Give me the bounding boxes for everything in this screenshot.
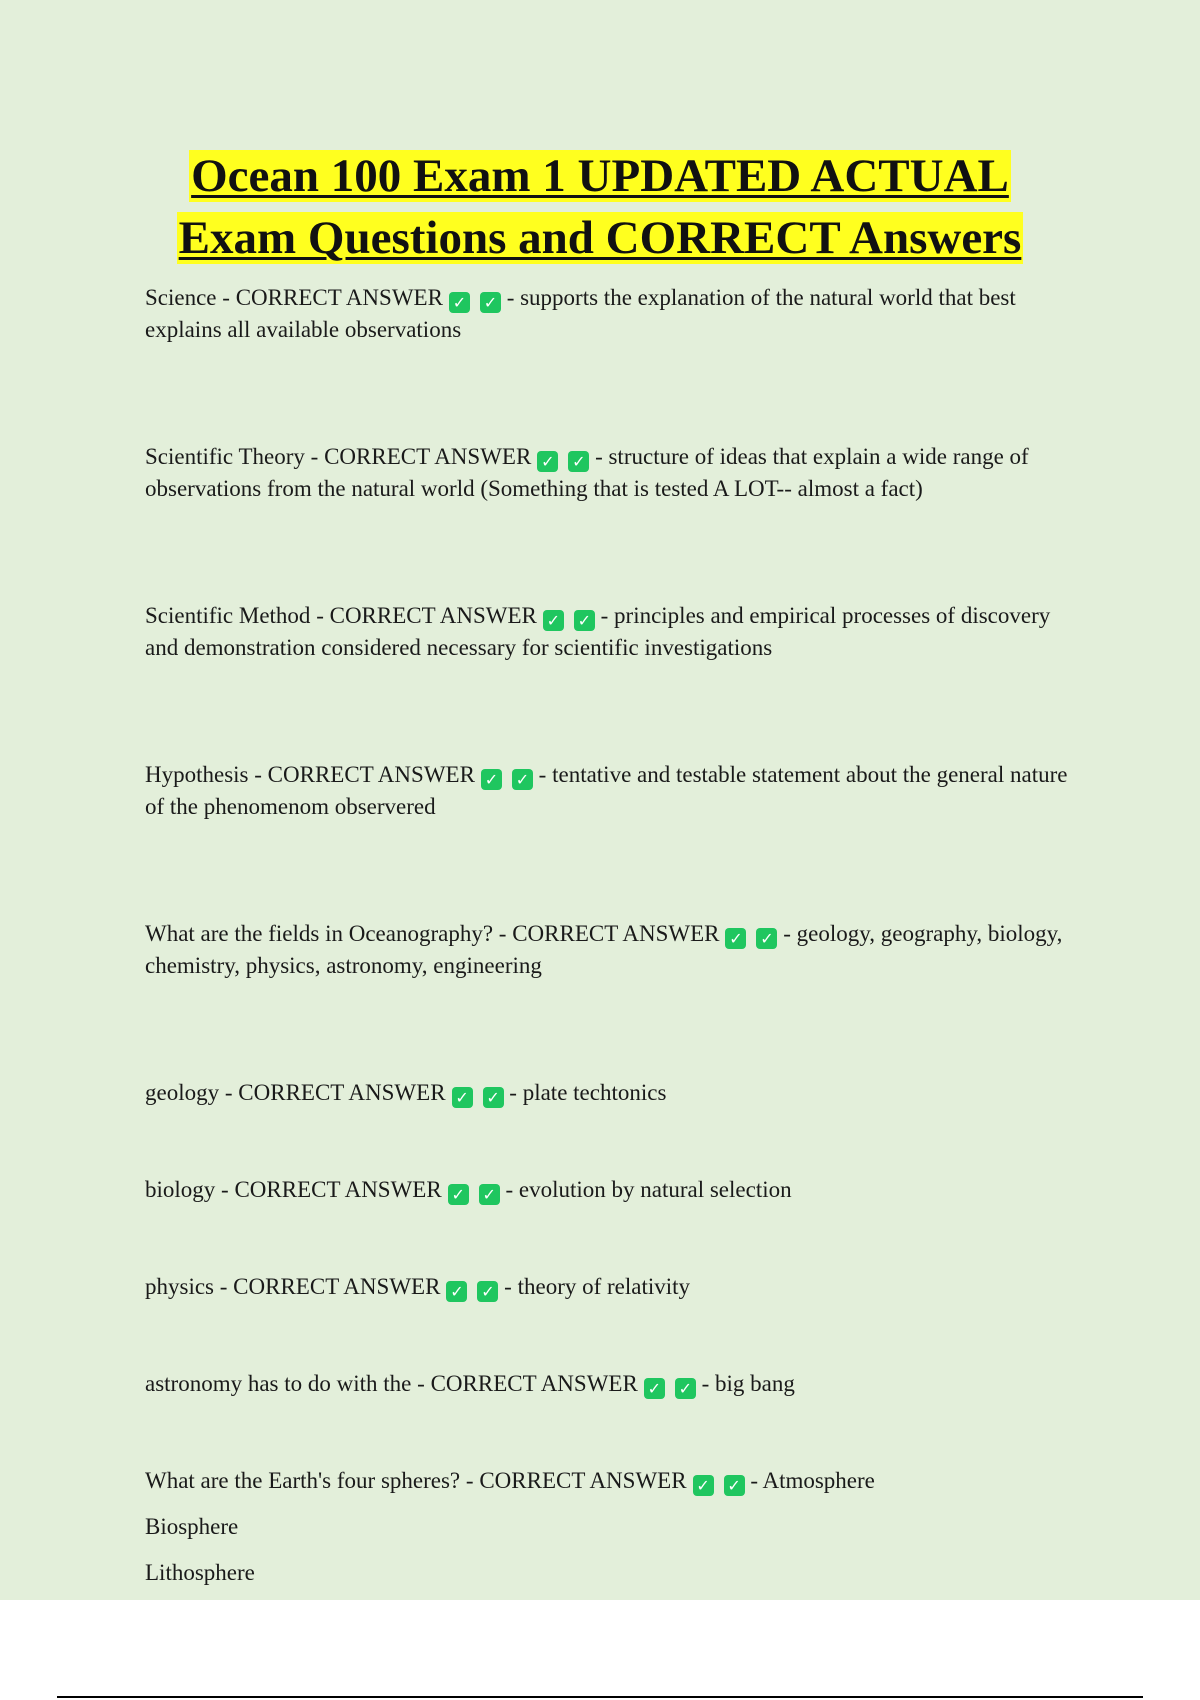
- qa-separator: -: [248, 762, 268, 787]
- qa-answer: geology, geography, biology, chemistry, physics, astronomy, engineering: [145, 921, 1063, 978]
- correct-answer-label: CORRECT ANSWER: [324, 444, 532, 469]
- check-mark-icon: ✓: [574, 610, 595, 631]
- qa-separator: -: [532, 762, 553, 787]
- check-mark-icon: ✓: [480, 292, 501, 313]
- qa-term: Scientific Theory: [145, 444, 305, 469]
- qa-term: Hypothesis: [145, 762, 249, 787]
- qa-answer: evolution by natural selection: [518, 1177, 792, 1202]
- qa-answer: big bang: [714, 1371, 795, 1396]
- qa-term: Scientific Method: [145, 603, 311, 628]
- document-title: [0, 145, 1200, 269]
- correct-answer-label: CORRECT ANSWER: [512, 921, 720, 946]
- qa-list: [145, 282, 1085, 1589]
- qa-term: biology: [145, 1177, 216, 1202]
- qa-item: [145, 918, 1085, 982]
- qa-separator: -: [460, 1468, 480, 1493]
- qa-separator: -: [695, 1371, 715, 1396]
- qa-term: What are the Earth's four spheres?: [145, 1468, 461, 1493]
- correct-answer-label: CORRECT ANSWER: [329, 603, 537, 628]
- check-mark-icon: ✓: [449, 292, 470, 313]
- qa-separator: -: [499, 1177, 519, 1202]
- qa-term: astronomy has to do with the: [145, 1371, 412, 1396]
- qa-answer-extra-line: Biosphere: [145, 1514, 239, 1539]
- qa-answer: supports the explanation of the natural world that best explains all available observations: [145, 285, 1016, 342]
- qa-item: [145, 1465, 1085, 1589]
- correct-answer-label: CORRECT ANSWER: [235, 285, 443, 310]
- qa-separator: -: [744, 1468, 763, 1493]
- correct-answer-label: CORRECT ANSWER: [267, 762, 475, 787]
- check-mark-icon: ✓: [477, 1281, 498, 1302]
- qa-separator: -: [498, 1274, 518, 1299]
- qa-answer: structure of ideas that explain a wide range of observations from the natural world (Something that is tested A LOT-- almost a fact): [145, 444, 1029, 501]
- correct-answer-label: CORRECT ANSWER: [234, 1177, 442, 1202]
- qa-answer: principles and empirical processes of discovery and demonstration considered necessary for scientific investigations: [145, 603, 1051, 660]
- qa-item: [145, 1077, 1085, 1109]
- check-mark-icon: ✓: [675, 1378, 696, 1399]
- correct-answer-label: CORRECT ANSWER: [233, 1274, 441, 1299]
- qa-item: [145, 1174, 1085, 1206]
- title-line-1: Ocean 100 Exam 1 UPDATED ACTUAL: [191, 150, 1009, 202]
- check-mark-icon: ✓: [756, 928, 777, 949]
- check-mark-icon: ✓: [537, 451, 558, 472]
- title-line-2: Exam Questions and CORRECT Answers: [178, 212, 1022, 264]
- qa-answer-extra-line: Lithosphere: [145, 1560, 255, 1585]
- qa-item: [145, 1368, 1085, 1400]
- qa-separator: -: [310, 603, 330, 628]
- qa-item: [145, 759, 1085, 823]
- qa-separator: -: [411, 1371, 431, 1396]
- qa-item: [145, 441, 1085, 505]
- qa-answer: tentative and testable statement about the general nature of the phenomenom observered: [145, 762, 1068, 819]
- qa-separator: -: [214, 1274, 234, 1299]
- footer-divider: [57, 1696, 1143, 1698]
- qa-separator: -: [215, 1177, 235, 1202]
- qa-separator: -: [219, 1080, 239, 1105]
- correct-answer-label: CORRECT ANSWER: [430, 1371, 638, 1396]
- correct-answer-label: CORRECT ANSWER: [479, 1468, 687, 1493]
- qa-item: [145, 282, 1085, 346]
- check-mark-icon: ✓: [479, 1184, 500, 1205]
- check-mark-icon: ✓: [446, 1281, 467, 1302]
- qa-term: physics: [145, 1274, 214, 1299]
- qa-answer: Atmosphere: [762, 1468, 875, 1493]
- qa-separator: -: [589, 444, 609, 469]
- qa-term: geology: [145, 1080, 220, 1105]
- qa-answer: plate techtonics: [522, 1080, 667, 1105]
- check-mark-icon: ✓: [543, 610, 564, 631]
- correct-answer-label: CORRECT ANSWER: [238, 1080, 446, 1105]
- qa-item: [145, 600, 1085, 664]
- qa-answer: theory of relativity: [517, 1274, 691, 1299]
- check-mark-icon: ✓: [724, 1475, 745, 1496]
- check-mark-icon: ✓: [481, 769, 502, 790]
- check-mark-icon: ✓: [725, 928, 746, 949]
- qa-separator: -: [493, 921, 513, 946]
- check-mark-icon: ✓: [693, 1475, 714, 1496]
- qa-separator: -: [777, 921, 797, 946]
- qa-separator: -: [500, 285, 521, 310]
- check-mark-icon: ✓: [644, 1378, 665, 1399]
- qa-separator: -: [503, 1080, 523, 1105]
- qa-separator: -: [216, 285, 236, 310]
- qa-term: What are the fields in Oceanography?: [145, 921, 494, 946]
- qa-term: Science: [145, 285, 217, 310]
- check-mark-icon: ✓: [512, 769, 533, 790]
- check-mark-icon: ✓: [568, 451, 589, 472]
- check-mark-icon: ✓: [483, 1087, 504, 1108]
- check-mark-icon: ✓: [452, 1087, 473, 1108]
- qa-separator: -: [304, 444, 325, 469]
- check-mark-icon: ✓: [448, 1184, 469, 1205]
- qa-item: [145, 1271, 1085, 1303]
- qa-separator: -: [594, 603, 615, 628]
